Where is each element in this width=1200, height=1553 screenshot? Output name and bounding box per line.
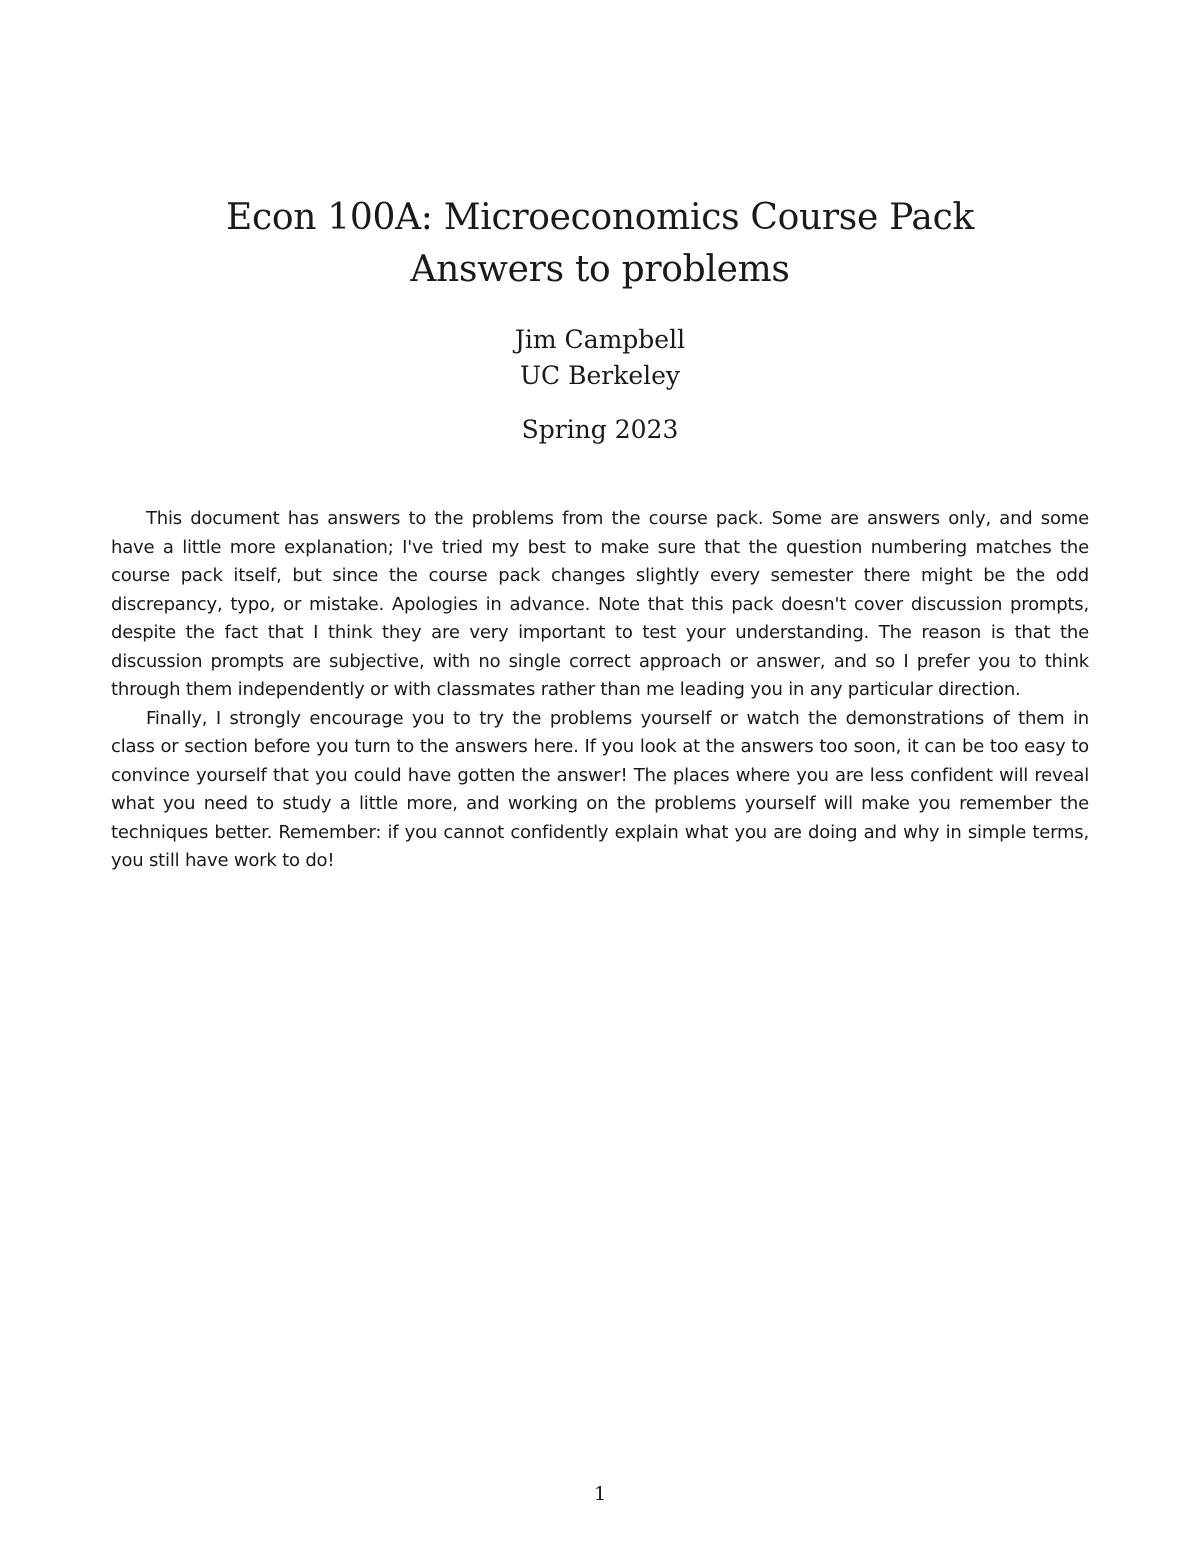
body-text — [111, 505, 1089, 876]
document-subtitle: Answers to problems — [410, 249, 790, 290]
author-name: Jim Campbell — [514, 325, 686, 354]
page-number: 1 — [593, 1483, 607, 1505]
title-block — [0, 192, 1200, 296]
document-title: Econ 100A: Microeconomics Course Pack — [226, 197, 974, 238]
paragraph-intro: This document has answers to the problems from the course pack. Some are answers only, and some have a little more explanation; I've tried my best to make sure that the question numbering matches the course pack itself, but since the course pack changes slightly every semester there might be the odd discrepancy, typo, or mistake. Apologies in advance. Note that this pack doesn't cover discussion prompts, despite the fact that I think they are very important to test your understanding. The reason is that the discussion prompts are subjective, with no single correct approach or answer, and so I prefer you to think through them independently or with classmates rather than me leading you in any particular direction. — [111, 508, 1089, 700]
author-block — [0, 322, 1200, 394]
paragraph-advice: Finally, I strongly encourage you to try the problems yourself or watch the demonstrations of them in class or section before you turn to the answers here. If you look at the answers too soon, it can be too easy to convince yourself that you could have gotten the answer! The places where you are less confident will reveal what you need to study a little more, and working on the problems yourself will make you remember the techniques better. Remember: if you cannot confidently explain what you are doing and why in simple terms, you still have work to do! — [111, 707, 1089, 871]
author-affiliation: UC Berkeley — [519, 361, 681, 390]
document-date: Spring 2023 — [521, 415, 679, 444]
